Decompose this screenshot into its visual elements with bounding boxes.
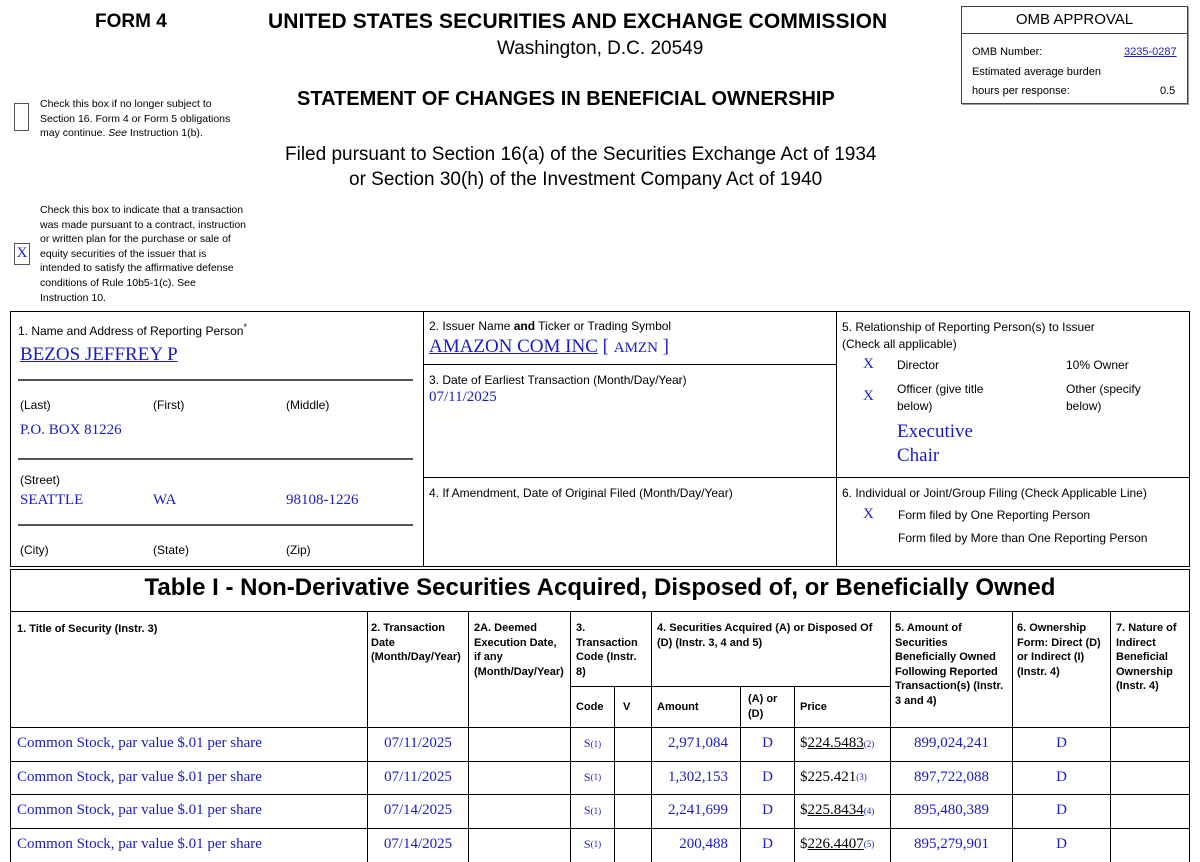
security-title: Common Stock, par value $.01 per share bbox=[17, 802, 262, 819]
street-label: (Street) bbox=[20, 473, 61, 487]
price-prefix: $ bbox=[800, 768, 808, 785]
transaction-date: 07/11/2025 bbox=[384, 768, 452, 785]
footnote-ref[interactable]: (1) bbox=[590, 839, 602, 850]
code-value: S bbox=[583, 769, 591, 784]
table-row bbox=[0, 794, 1200, 828]
one-person-checkmark[interactable]: X bbox=[863, 506, 874, 522]
price-value: 225.421 bbox=[807, 768, 857, 785]
nature-of-ownership bbox=[1111, 794, 1190, 828]
officer-title: Executive Chair bbox=[897, 421, 973, 466]
one-person-label: Form filed by One Reporting Person bbox=[898, 508, 1091, 522]
security-title: Common Stock, par value $.01 per share bbox=[17, 768, 262, 785]
price-prefix: $ bbox=[800, 802, 808, 819]
code-value: S bbox=[583, 803, 591, 818]
v-flag bbox=[615, 727, 651, 761]
street-value: P.O. BOX 81226 bbox=[20, 422, 122, 438]
state-label: (State) bbox=[153, 543, 190, 557]
commission-title: UNITED STATES SECURITIES AND EXCHANGE COMMISSION bbox=[268, 10, 888, 33]
last-label: (Last) bbox=[20, 398, 51, 412]
v-flag bbox=[615, 794, 651, 828]
price bbox=[800, 794, 890, 828]
other-label: Other (specify below) bbox=[1066, 382, 1141, 413]
sub-v-header: V bbox=[623, 701, 631, 713]
omb-approval-box bbox=[961, 6, 1188, 104]
col-code-header: 3. Transaction Code (Instr. 8) bbox=[576, 622, 638, 678]
reporting-person-label: 1. Name and Address of Reporting Person* bbox=[18, 322, 247, 338]
omb-number-link[interactable]: 3235-0287 bbox=[1124, 46, 1177, 58]
ownership-form: D bbox=[1056, 768, 1067, 785]
sub-amount-header: Amount bbox=[657, 701, 699, 713]
omb-number-label: OMB Number: bbox=[972, 46, 1043, 58]
ownership-form: D bbox=[1056, 735, 1067, 752]
price bbox=[800, 828, 890, 862]
price-value: 226.4407 bbox=[807, 835, 864, 852]
middle-label: (Middle) bbox=[286, 398, 330, 412]
omb-burden-label1: Estimated average burden bbox=[972, 66, 1102, 78]
zip-value: 98108-1226 bbox=[286, 492, 359, 508]
transaction-code bbox=[571, 761, 614, 795]
amount: 1,302,153 bbox=[668, 768, 728, 785]
acquired-disposed: D bbox=[762, 802, 773, 819]
statement-title: STATEMENT OF CHANGES IN BENEFICIAL OWNERSHIP bbox=[297, 88, 835, 110]
amount-owned: 895,480,389 bbox=[914, 802, 989, 819]
col-nature-header: 7. Nature of Indirect Beneficial Ownership (Instr. 4) bbox=[1116, 622, 1177, 692]
issuer-label: 2. Issuer Name and Ticker or Trading Symbol bbox=[429, 319, 672, 333]
filed-pursuant-line2: or Section 30(h) of the Investment Company Act of 1940 bbox=[349, 169, 823, 190]
price-prefix: $ bbox=[800, 835, 808, 852]
ownership-form: D bbox=[1056, 835, 1067, 852]
10b5-1-checkbox[interactable]: X bbox=[14, 243, 30, 265]
officer-label: Officer (give title below) bbox=[897, 382, 984, 413]
security-title: Common Stock, par value $.01 per share bbox=[17, 735, 262, 752]
transaction-date: 07/14/2025 bbox=[383, 835, 453, 852]
footnote-ref[interactable]: (5) bbox=[863, 839, 875, 850]
col-title-header: 1. Title of Security (Instr. 3) bbox=[17, 623, 158, 635]
acquired-disposed: D bbox=[762, 835, 773, 852]
transaction-code bbox=[571, 828, 614, 862]
nature-of-ownership bbox=[1111, 828, 1190, 862]
v-flag bbox=[615, 828, 651, 862]
footnote-ref[interactable]: (4) bbox=[863, 805, 875, 816]
transaction-code bbox=[571, 727, 614, 761]
col-deemed-header: 2A. Deemed Execution Date, if any (Month/Day/Year) bbox=[474, 622, 564, 678]
deemed-date bbox=[469, 828, 570, 862]
transaction-date: 07/14/2025 bbox=[383, 802, 453, 819]
earliest-transaction-label: 3. Date of Earliest Transaction (Month/Day/Year) bbox=[429, 373, 687, 387]
earliest-transaction-date: 07/11/2025 bbox=[429, 389, 497, 405]
amount-owned: 899,024,241 bbox=[914, 735, 989, 752]
footnote-ref[interactable]: (1) bbox=[590, 738, 602, 749]
sub-price-header: Price bbox=[800, 701, 827, 713]
footnote-ref[interactable]: (1) bbox=[590, 805, 602, 816]
code-value: S bbox=[583, 836, 591, 851]
price bbox=[800, 761, 890, 795]
omb-burden-label2: hours per response: bbox=[972, 85, 1070, 97]
price bbox=[800, 727, 890, 761]
officer-checkmark[interactable]: X bbox=[863, 388, 874, 404]
col-acquired-header: 4. Securities Acquired (A) or Disposed Of (D) (Instr. 3, 4 and 5) bbox=[657, 622, 873, 649]
amount: 200,488 bbox=[679, 835, 728, 852]
amount-owned: 897,722,088 bbox=[914, 768, 989, 785]
ownership-form: D bbox=[1056, 802, 1067, 819]
issuer-name-row: AMAZON COM INC [ AMZN ] bbox=[429, 336, 669, 357]
col-ownership-form-header: 6. Ownership Form: Direct (D) or Indirect (I) (Instr. 4) bbox=[1017, 622, 1101, 678]
issuer-name-link[interactable]: AMAZON COM INC bbox=[429, 336, 598, 357]
col-owned-header: 5. Amount of Securities Beneficially Owned Following Reported Transaction(s) (Instr. 3 and 4) bbox=[895, 622, 1004, 707]
amount-owned: 895,279,901 bbox=[914, 835, 989, 852]
relationship-label: 5. Relationship of Reporting Person(s) to Issuer (Check all applicable) bbox=[842, 320, 1095, 351]
table-row bbox=[0, 761, 1200, 795]
security-title: Common Stock, par value $.01 per share bbox=[17, 835, 262, 852]
filed-pursuant-line1: Filed pursuant to Section 16(a) of the Securities Exchange Act of 1934 bbox=[285, 144, 877, 165]
zip-label: (Zip) bbox=[286, 543, 311, 557]
deemed-date bbox=[469, 761, 570, 795]
footnote-ref[interactable]: (3) bbox=[856, 772, 867, 783]
acquired-disposed: D bbox=[762, 735, 773, 752]
table-row bbox=[0, 727, 1200, 761]
footnote-ref[interactable]: (2) bbox=[863, 738, 875, 749]
deemed-date bbox=[469, 727, 570, 761]
city-value: SEATTLE bbox=[20, 492, 84, 508]
amount: 2,241,699 bbox=[668, 802, 728, 819]
table1-title: Table I - Non-Derivative Securities Acquired, Disposed of, or Beneficially Owned bbox=[144, 574, 1056, 601]
price-value: 225.8434 bbox=[807, 802, 864, 819]
reporting-person-name[interactable]: BEZOS JEFFREY P bbox=[20, 344, 178, 365]
acquired-disposed: D bbox=[762, 768, 773, 785]
ticker-symbol: AMZN bbox=[613, 340, 658, 356]
transaction-code bbox=[571, 794, 614, 828]
code-value: S bbox=[583, 736, 591, 751]
omb-burden-value: 0.5 bbox=[1160, 85, 1176, 97]
table-row bbox=[0, 828, 1200, 862]
filing-type-label: 6. Individual or Joint/Group Filing (Check Applicable Line) bbox=[842, 486, 1147, 500]
amount: 2,971,084 bbox=[668, 735, 728, 752]
price-prefix: $ bbox=[800, 735, 808, 752]
omb-title: OMB APPROVAL bbox=[962, 7, 1187, 34]
sub-ad-header: (A) or (D) bbox=[748, 693, 778, 720]
sub-code-header: Code bbox=[576, 701, 604, 713]
col-date-header: 2. Transaction Date (Month/Day/Year) bbox=[371, 622, 461, 663]
nature-of-ownership bbox=[1111, 727, 1190, 761]
deemed-date bbox=[469, 794, 570, 828]
director-label: Director bbox=[897, 358, 940, 372]
no-longer-subject-checkbox[interactable] bbox=[14, 103, 29, 131]
first-label: (First) bbox=[153, 398, 185, 412]
more-persons-label: Form filed by More than One Reporting Person bbox=[898, 531, 1148, 545]
10b5-1-text: Check this box to indicate that a transaction was made pursuant to a contract, instruction or written plan for the purchase or sale of equity securities of the issuer that is intended to satisfy the affirmative defense conditions of Rule 10b5-1(c). See Instruction 10. bbox=[40, 204, 247, 304]
state-value: WA bbox=[153, 492, 177, 508]
commission-address: Washington, D.C. 20549 bbox=[497, 38, 704, 59]
nature-of-ownership bbox=[1111, 761, 1190, 795]
no-longer-subject-text: Check this box if no longer subject to Section 16. Form 4 or Form 5 obligations may continue. See Instruction 1(b). bbox=[40, 98, 231, 140]
price-value: 224.5483 bbox=[807, 735, 864, 752]
city-label: (City) bbox=[20, 543, 49, 557]
transaction-date: 07/11/2025 bbox=[384, 735, 452, 752]
amendment-label: 4. If Amendment, Date of Original Filed (Month/Day/Year) bbox=[429, 486, 733, 500]
v-flag bbox=[615, 761, 651, 795]
ten-percent-owner-label: 10% Owner bbox=[1066, 358, 1129, 372]
footnote-ref[interactable]: (1) bbox=[590, 772, 602, 783]
director-checkmark[interactable]: X bbox=[863, 356, 874, 372]
form-name: FORM 4 bbox=[95, 11, 167, 32]
